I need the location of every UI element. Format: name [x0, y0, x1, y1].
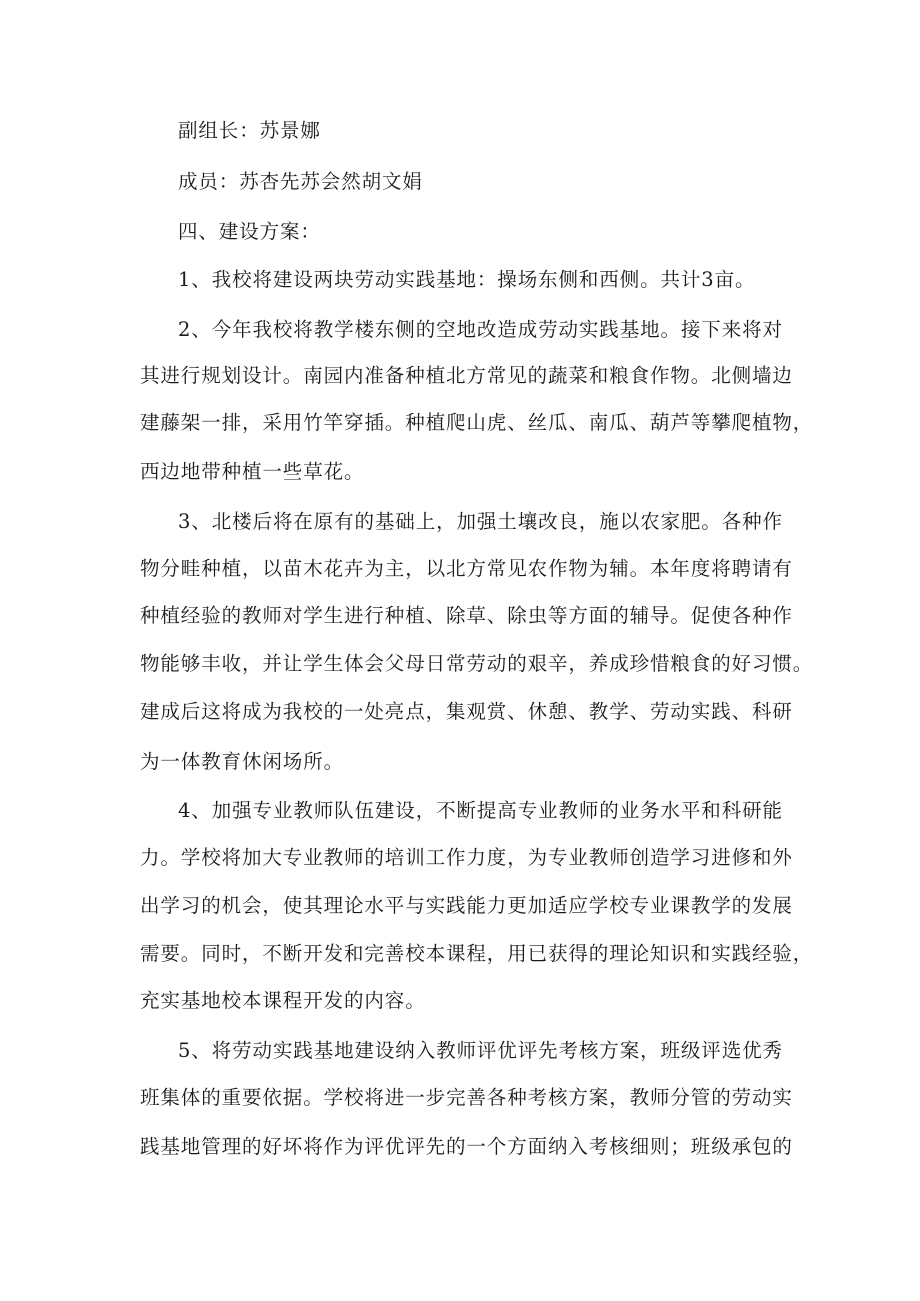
paragraph-5-line-2: 班集体的重要依据。学校将进一步完善各种考核方案，教师分管的劳动实	[140, 1086, 793, 1109]
paragraph-3-line-4: 物能够丰收，并让学生体会父母日常劳动的艰辛，养成珍惜粮食的好习惯。	[140, 652, 814, 675]
paragraph-5-line-1: 5、将劳动实践基地建设纳入教师评优评先考核方案，班级评选优秀	[178, 1039, 783, 1062]
paragraph-3-line-1: 3、北楼后将在原有的基础上，加强土壤改良，施以农家肥。各种作	[178, 510, 783, 533]
paragraph-1-line-1: 1、我校将建设两块劳动实践基地：操场东侧和西侧。共计3亩。	[178, 268, 756, 291]
text-line-members: 成员：苏杏先苏会然胡文娟	[178, 170, 423, 193]
paragraph-2-line-4: 西边地带种植一些草花。	[140, 460, 365, 483]
text-line-deputy-leader: 副组长：苏景娜	[178, 119, 321, 142]
paragraph-3-line-3: 种植经验的教师对学生进行种植、除草、除虫等方面的辅导。促使各种作	[140, 604, 793, 627]
paragraph-2-line-3: 建藤架一排，采用竹竿穿插。种植爬山虎、丝瓜、南瓜、葫芦等攀爬植物，	[140, 411, 814, 434]
paragraph-4-line-4: 需要。同时，不断开发和完善校本课程，用已获得的理论知识和实践经验，	[140, 942, 814, 965]
paragraph-2-line-2: 其进行规划设计。南园内准备种植北方常见的蔬菜和粮食作物。北侧墙边	[140, 364, 793, 387]
paragraph-4-line-3: 出学习的机会，使其理论水平与实践能力更加适应学校专业课教学的发展	[140, 894, 793, 917]
paragraph-4-line-1: 4、加强专业教师队伍建设，不断提高专业教师的业务水平和科研能	[178, 799, 783, 822]
paragraph-3-line-6: 为一体教育休闲场所。	[140, 750, 345, 773]
paragraph-3-line-5: 建成后这将成为我校的一处亮点，集观赏、休憩、教学、劳动实践、科研	[140, 700, 793, 723]
section-heading-construction-plan: 四、建设方案：	[178, 220, 321, 243]
paragraph-5-line-3: 践基地管理的好坏将作为评优评先的一个方面纳入考核细则；班级承包的	[140, 1135, 793, 1158]
paragraph-4-line-5: 充实基地校本课程开发的内容。	[140, 989, 426, 1012]
paragraph-2-line-1: 2、今年我校将教学楼东侧的空地改造成劳动实践基地。接下来将对	[178, 318, 783, 341]
paragraph-3-line-2: 物分畦种植，以苗木花卉为主，以北方常见农作物为辅。本年度将聘请有	[140, 557, 793, 580]
paragraph-4-line-2: 力。学校将加大专业教师的培训工作力度，为专业教师创造学习进修和外	[140, 846, 793, 869]
